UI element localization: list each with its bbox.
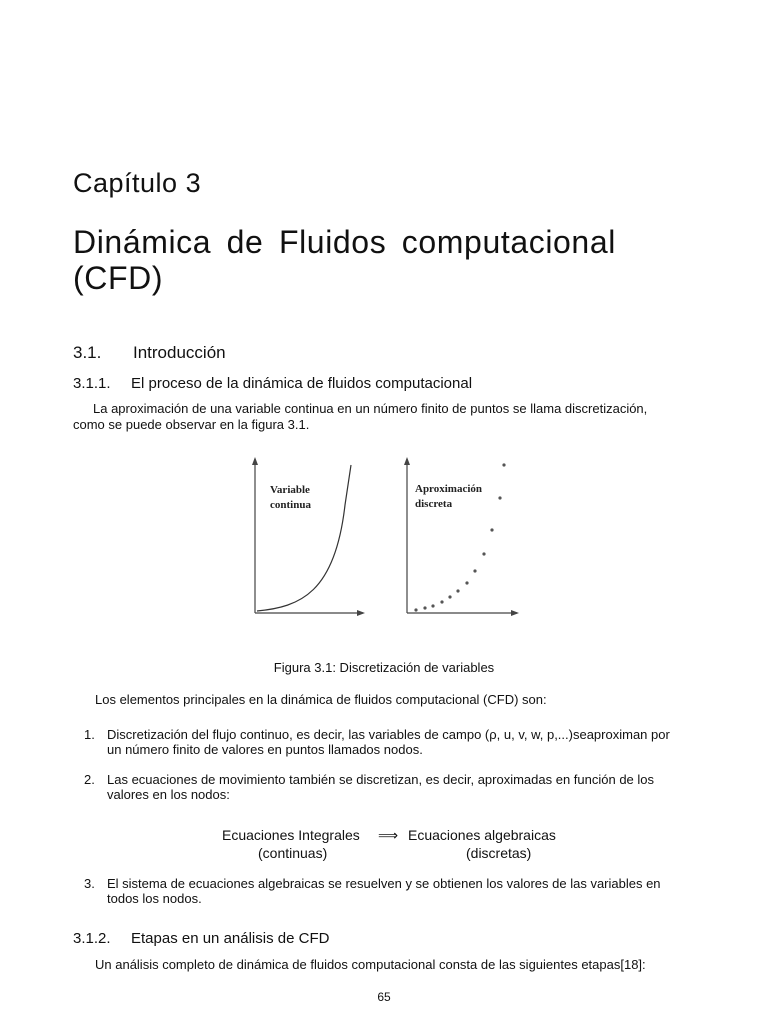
subsection-title: Etapas en un análisis de CFD	[131, 930, 330, 947]
section-number: 3.1.	[73, 343, 102, 362]
subsection-number: 3.1.2.	[73, 930, 111, 947]
subsection-title: El proceso de la dinámica de fluidos computacional	[131, 375, 473, 392]
subsection-number: 3.1.1.	[73, 375, 111, 392]
discrete-point	[498, 496, 501, 499]
equation-right-line1: Ecuaciones algebraicas	[408, 827, 556, 843]
intro-paragraph	[73, 401, 678, 433]
equation-left-line2: (continuas)	[258, 845, 328, 861]
discrete-point	[482, 552, 485, 555]
intro-paragraph-text: La aproximación de una variable continua en un número finito de puntos se llama discretización, como se puede observar en la figura 3.1.	[73, 401, 648, 432]
chapter-label: Capítulo 3	[73, 168, 202, 198]
left-label-line1: Variable	[270, 484, 310, 496]
subsection-heading-3-1-1	[73, 375, 472, 392]
discrete-point	[502, 463, 505, 466]
discrete-point	[490, 528, 493, 531]
discrete-point	[448, 595, 451, 598]
discrete-point	[456, 589, 459, 592]
left-y-arrow	[252, 457, 258, 465]
left-label-line2: continua	[270, 499, 311, 511]
list-item-text: Las ecuaciones de movimiento también se discretizan, es decir, aproximadas en función de los valores en los nodos:	[107, 772, 655, 802]
discrete-point	[473, 569, 476, 572]
list-item-text: El sistema de ecuaciones algebraicas se resuelven y se obtienen los valores de las variables en todos los nodos.	[107, 876, 661, 906]
figure-discretization	[245, 455, 525, 625]
list-item-number: 2.	[84, 772, 95, 787]
list-item-text: Discretización del flujo continuo, es decir, las variables de campo (ρ, u, v, w, p,...)seaproximan por un número finito de valores en puntos llamados nodos.	[107, 727, 670, 757]
right-label-line1: Aproximación	[415, 483, 483, 495]
section-title: Introducción	[133, 343, 226, 362]
equation-left-line1: Ecuaciones Integrales	[222, 827, 360, 843]
implies-arrow-icon: ⟹	[378, 827, 399, 843]
right-label-line2: discreta	[415, 498, 453, 510]
discrete-point	[423, 606, 426, 609]
elements-intro: Los elementos principales en la dinámica de fluidos computacional (CFD) son:	[95, 692, 547, 707]
subsection-heading-3-1-2	[73, 930, 329, 947]
section-heading-3-1	[73, 343, 226, 363]
discrete-point	[414, 608, 417, 611]
figure-caption: Figura 3.1: Discretización de variables	[273, 660, 495, 675]
list-item-number: 1.	[84, 727, 95, 742]
discrete-point	[465, 581, 468, 584]
discrete-point	[440, 600, 443, 603]
left-x-arrow	[357, 610, 365, 616]
list-item	[84, 876, 674, 906]
list-item	[84, 727, 674, 757]
equation-right-line2: (discretas)	[466, 845, 532, 861]
list-item	[84, 772, 674, 802]
stages-paragraph: Un análisis completo de dinámica de fluidos computacional consta de las siguientes etapas[18]:	[95, 957, 646, 972]
chapter-title: Dinámica de Fluidos computacional (CFD)	[73, 224, 616, 296]
list-item-number: 3.	[84, 876, 95, 891]
right-y-arrow	[404, 457, 410, 465]
page-number: 65	[377, 990, 391, 1004]
right-x-arrow	[511, 610, 519, 616]
discrete-point	[431, 604, 434, 607]
